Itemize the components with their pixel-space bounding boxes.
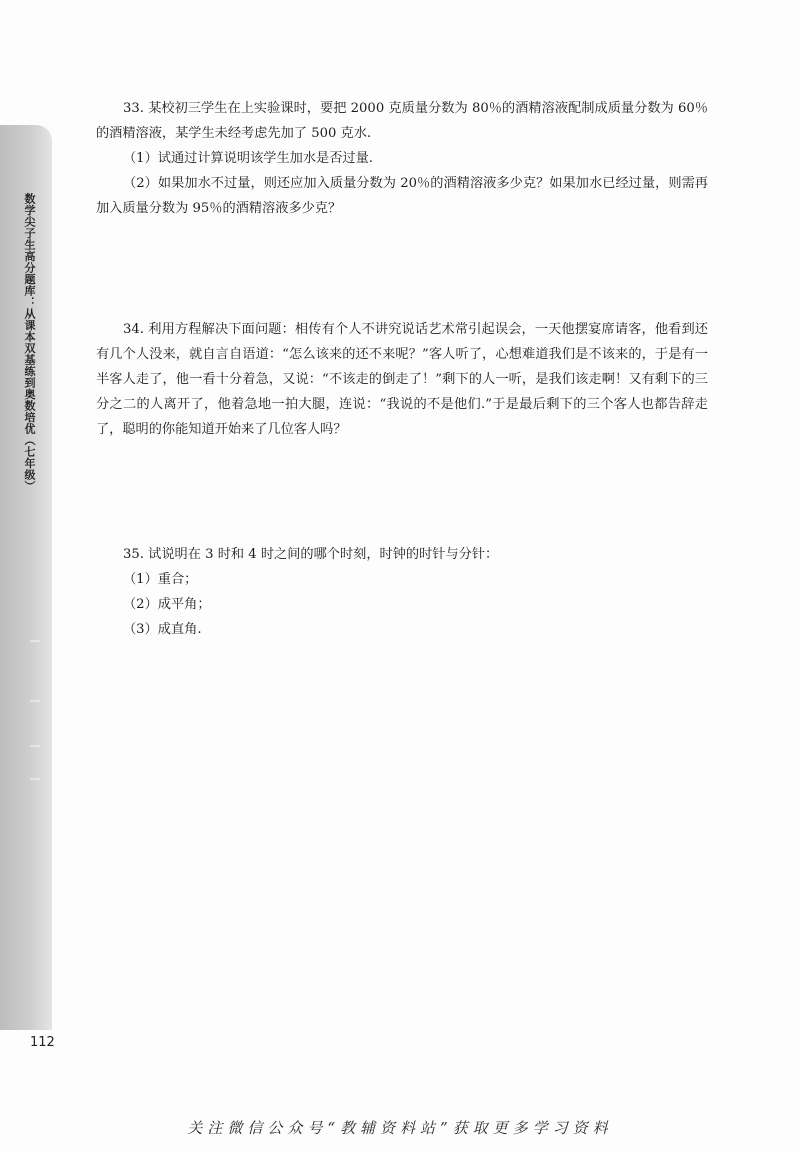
side-decoration-mark <box>30 745 40 747</box>
page-number: 112 <box>30 1035 55 1050</box>
book-title-vertical: 数学尖子生高分题库：从课本双基练到奥数培优（七年级） <box>23 193 36 492</box>
problem-33-part-1: （1）试通过计算说明该学生加水是否过量. <box>123 151 373 166</box>
problem-35-statement: 35. 试说明在 3 时和 4 时之间的哪个时刻，时钟的时针与分针： <box>123 547 499 562</box>
footer-watermark-note: 关注微信公众号“教辅资料站”获取更多学习资料 <box>187 1119 613 1137</box>
problem-33-part-2: （2）如果加水不过量，则还应加入质量分数为 20％的酒精溶液多少克？如果加水已经过量，则需再加入质量分数为 95％的酒精溶液多少克？ <box>96 176 708 216</box>
problem-34-statement: 34. 利用方程解决下面问题：相传有个人不讲究说话艺术常引起误会，一天他摆宴席请客，他看到还有几个人没来，就自言自语道：“怎么该来的还不来呢？”客人听了，心想难道我们是不该来的，于是有一半客人走了，他一看十分着急，又说：“不该走的倒走了！”剩下的人一听，是我们该走啊！又有剩下的三分之二的人离开了，他着急地一拍大腿，连说：“我说的不是他们.”于是最后剩下的三个客人也都告辞走了，聪明的你能知道开始来了几位客人吗？ <box>96 322 708 437</box>
problem-35 <box>96 542 708 642</box>
problem-35-part-3: （3）成直角. <box>123 622 202 637</box>
problem-34 <box>96 317 708 442</box>
side-decoration-mark <box>30 778 40 780</box>
side-decoration-mark <box>30 700 40 702</box>
problem-33-statement: 33. 某校初三学生在上实验课时，要把 2000 克质量分数为 80％的酒精溶液配制成质量分数为 60％的酒精溶液，某学生未经考虑先加了 500 克水. <box>96 101 708 141</box>
problem-35-part-1: （1）重合； <box>123 572 198 587</box>
problem-33 <box>96 96 708 221</box>
problem-35-part-2: （2）成平角； <box>123 597 211 612</box>
side-decoration-mark <box>30 640 40 642</box>
